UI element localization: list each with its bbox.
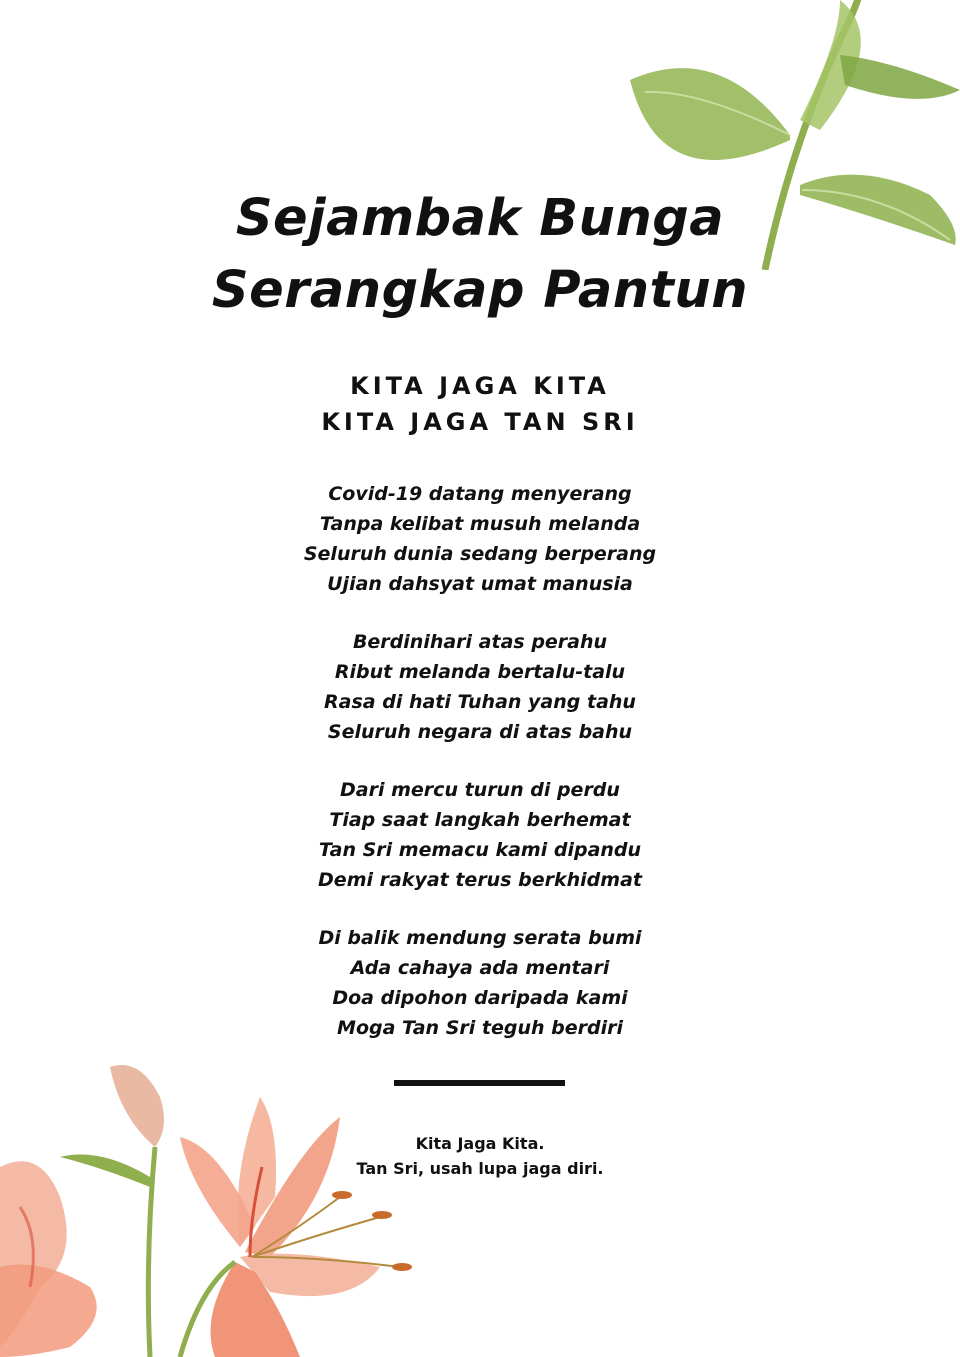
poem-line: Moga Tan Sri teguh berdiri bbox=[337, 1017, 623, 1039]
lily-illustration bbox=[0, 1057, 470, 1357]
poem-line: Dari mercu turun di perdu bbox=[340, 779, 620, 801]
subtitle-line-1: KITA JAGA KITA bbox=[350, 372, 610, 400]
poem-line: Seluruh dunia sedang berperang bbox=[303, 543, 657, 565]
poem-line: Ribut melanda bertalu-talu bbox=[334, 661, 626, 683]
poem-line: Demi rakyat terus berkhidmat bbox=[318, 869, 642, 891]
poem-line: Covid-19 datang menyerang bbox=[328, 483, 632, 505]
closing-line-2: Tan Sri, usah lupa jaga diri. bbox=[356, 1159, 604, 1178]
poem-line: Di balik mendung serata bumi bbox=[318, 927, 642, 949]
poem-line: Ada cahaya ada mentari bbox=[350, 957, 610, 979]
poem-line: Tanpa kelibat musuh melanda bbox=[319, 513, 641, 535]
closing-message bbox=[0, 1131, 960, 1181]
poem-line: Berdinihari atas perahu bbox=[352, 631, 608, 653]
stanza-4 bbox=[0, 923, 960, 1043]
closing-line-1: Kita Jaga Kita. bbox=[415, 1134, 545, 1153]
poem-line: Doa dipohon daripada kami bbox=[332, 987, 628, 1009]
stanza-3 bbox=[0, 775, 960, 895]
poem-line: Seluruh negara di atas bahu bbox=[327, 721, 633, 743]
poem-line: Ujian dahsyat umat manusia bbox=[327, 573, 633, 595]
page-title bbox=[0, 183, 960, 327]
stanza-1 bbox=[0, 479, 960, 599]
poem-line: Tan Sri memacu kami dipandu bbox=[318, 839, 642, 861]
title-line-1: Sejambak Bunga bbox=[235, 189, 725, 248]
poem bbox=[0, 479, 960, 1071]
title-line-2: Serangkap Pantun bbox=[211, 261, 749, 320]
subtitle bbox=[0, 368, 960, 440]
stanza-2 bbox=[0, 627, 960, 747]
poem-line: Tiap saat langkah berhemat bbox=[329, 809, 631, 831]
poem-line: Rasa di hati Tuhan yang tahu bbox=[324, 691, 636, 713]
subtitle-line-2: KITA JAGA TAN SRI bbox=[321, 408, 639, 436]
